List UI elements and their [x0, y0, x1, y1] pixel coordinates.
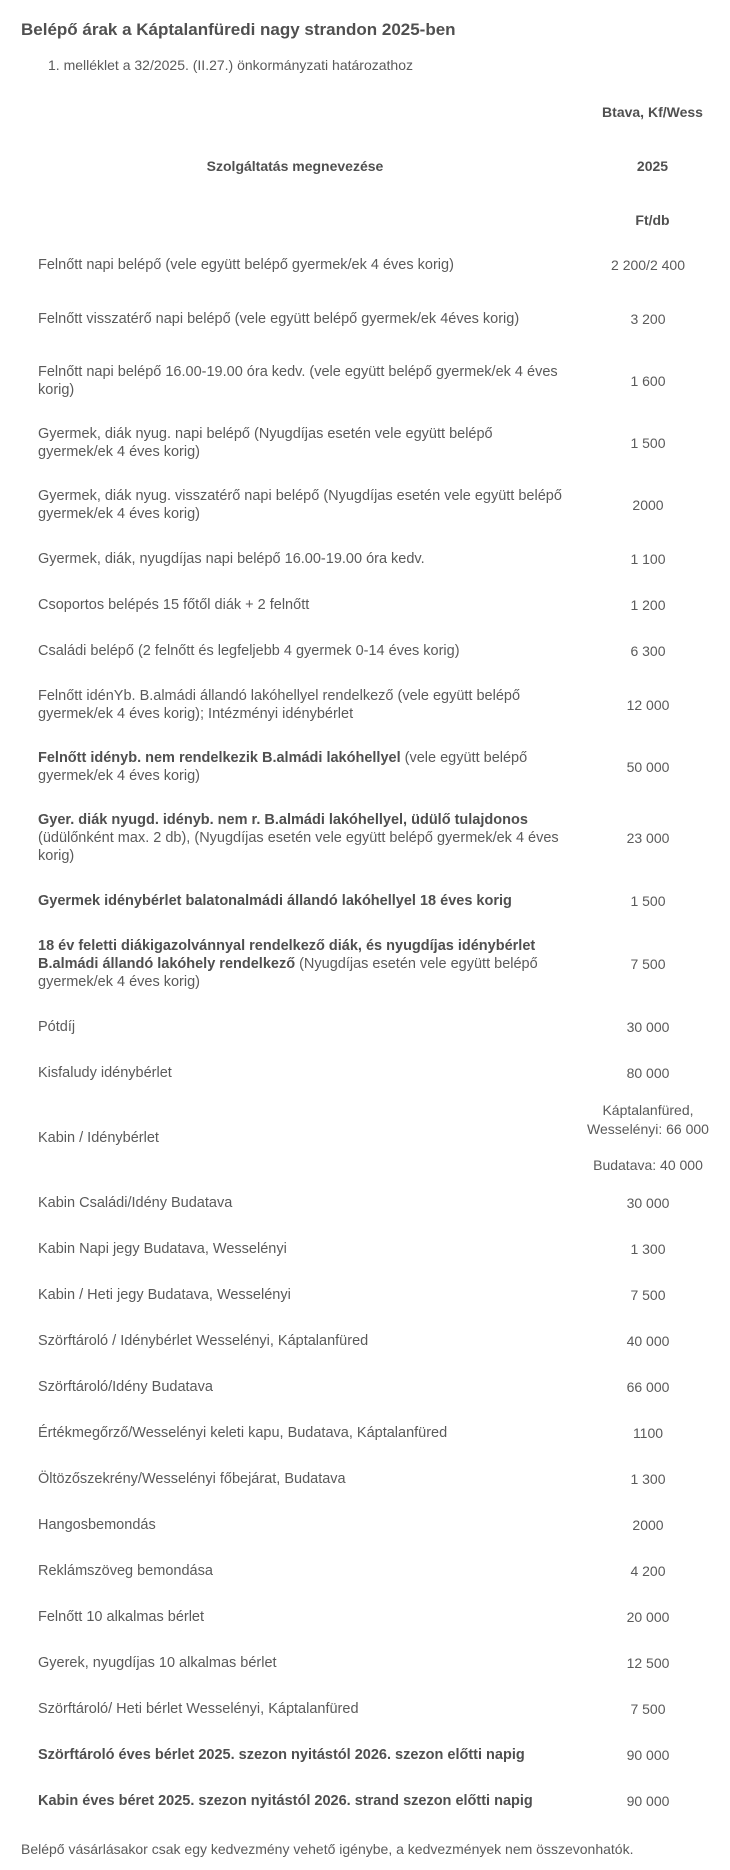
- service-name-cell: [28, 1502, 574, 1548]
- price-line: Wesselényi: 66 000: [587, 1121, 709, 1137]
- service-name-text: Felnőtt napi belépő 16.00-19.00 óra kedv. (vele együtt belépő gyermek/ek 4 éves korig): [38, 364, 558, 398]
- price-cell: 12 000: [626, 696, 670, 713]
- service-name-text: Csoportos belépés 15 főtől diák + 2 felnőtt: [38, 597, 310, 613]
- price-cell: 4 200: [630, 1562, 666, 1579]
- service-name-text: Kabin / Idénybérlet: [38, 1130, 159, 1146]
- price-cell: 20 000: [626, 1608, 670, 1625]
- table-row: [28, 1180, 722, 1226]
- page-title: Belépő árak a Káptalanfüredi nagy strandon 2025-ben: [21, 20, 456, 39]
- table-row: [28, 582, 722, 628]
- service-name-cell: [28, 412, 574, 474]
- service-name-text: (vele együtt belépő gyermek/ek 4 éves korig): [38, 750, 528, 784]
- price-cell: [574, 1096, 722, 1180]
- service-name-cell: [28, 1778, 574, 1824]
- table-row: [28, 350, 722, 412]
- price-cell: 1 300: [630, 1470, 666, 1487]
- service-name-text: Gyermek, diák nyug. visszatérő napi belépő (Nyugdíjas esetén vele együtt belépő gyermek/ek 4 éves korig): [38, 488, 562, 522]
- service-name-cell: [28, 736, 574, 798]
- price-cell: 50 000: [626, 758, 670, 775]
- price-cell: 1 200: [630, 596, 666, 613]
- service-name-text: Gyerek, nyugdíjas 10 alkalmas bérlet: [38, 1655, 277, 1671]
- header-locations: Btava, Kf/Wess: [602, 104, 703, 120]
- service-name-cell: [28, 582, 574, 628]
- service-name-cell: [28, 1548, 574, 1594]
- table-row: [28, 1778, 722, 1824]
- table-row: [28, 1096, 722, 1180]
- service-name-text: Gyermek, diák, nyugdíjas napi belépő 16.00-19.00 óra kedv.: [38, 551, 425, 567]
- price-cell: 7 500: [630, 1700, 666, 1717]
- service-name-text: Szörftároló / Idénybérlet Wesselényi, Káptalanfüred: [38, 1333, 369, 1349]
- price-line: Budatava: 40 000: [593, 1157, 703, 1173]
- price-cell: 2 200/2 400: [611, 256, 685, 273]
- header-unit: Ft/db: [635, 212, 670, 228]
- service-name-cell: [28, 1318, 574, 1364]
- service-name-text: Reklámszöveg bemondása: [38, 1563, 213, 1579]
- table-row: [28, 628, 722, 674]
- table-row: [28, 1004, 722, 1050]
- header-service-name: Szolgáltatás megnevezése: [206, 158, 384, 174]
- service-name-cell: [28, 1050, 574, 1096]
- price-cell: 2000: [632, 1516, 664, 1533]
- service-name-bold: Kabin éves béret 2025. szezon nyitástól 2026. strand szezon előtti napig: [38, 1793, 533, 1809]
- service-name-cell: [28, 1272, 574, 1318]
- service-name-cell: [28, 798, 574, 878]
- service-name-text: Kabin / Heti jegy Budatava, Wesselényi: [38, 1287, 291, 1303]
- price-cell: 1 100: [630, 550, 666, 567]
- price-cell: 40 000: [626, 1332, 670, 1349]
- price-cell: 1 500: [630, 434, 666, 451]
- service-name-cell: [28, 1096, 574, 1180]
- service-name-text: Gyermek, diák nyug. napi belépő (Nyugdíjas esetén vele együtt belépő gyermek/ek 4 éves korig): [38, 426, 493, 460]
- service-name-bold: Gyer. diák nyugd. idényb. nem r. B.almádi lakóhellyel, üdülő tulajdonos: [38, 812, 528, 828]
- price-cell: 66 000: [626, 1378, 670, 1395]
- service-name-text: Pótdíj: [38, 1019, 76, 1035]
- service-name-text: (Nyugdíjas esetén vele együtt belépő gyermek/ek 4 éves korig): [38, 956, 538, 990]
- table-row: [28, 474, 722, 536]
- service-name-text: Szörftároló/Idény Budatava: [38, 1379, 213, 1395]
- price-table: [28, 242, 722, 1824]
- footnote: Belépő vásárlásakor csak egy kedvezmény vehető igénybe, a kedvezmények nem összevonhatók.: [21, 1841, 634, 1857]
- table-row: [28, 1686, 722, 1732]
- price-cell: 7 500: [630, 955, 666, 972]
- header-year: 2025: [636, 158, 669, 174]
- price-cell: 90 000: [626, 1746, 670, 1763]
- price-cell: 2000: [632, 496, 664, 513]
- service-name-cell: [28, 924, 574, 1004]
- table-row: [28, 1548, 722, 1594]
- price-cell: 7 500: [630, 1286, 666, 1303]
- service-name-cell: [28, 242, 574, 288]
- price-cell: 30 000: [626, 1194, 670, 1211]
- price-cell: 1 300: [630, 1240, 666, 1257]
- service-name-cell: [28, 1004, 574, 1050]
- price-table-body: [28, 242, 722, 1824]
- service-name-text: Kabin Napi jegy Budatava, Wesselényi: [38, 1241, 287, 1257]
- table-row: [28, 1364, 722, 1410]
- service-name-text: Öltözőszekrény/Wesselényi főbejárat, Budatava: [38, 1471, 346, 1487]
- service-name-bold: 18 év feletti diákigazolvánnyal rendelkező diák, és nyugdíjas idénybérlet B.almádi állandó lakóhely rendelkező: [38, 938, 536, 972]
- table-row: [28, 1456, 722, 1502]
- service-name-text: Családi belépő (2 felnőtt és legfeljebb 4 gyermek 0-14 éves korig): [38, 643, 460, 659]
- service-name-text: (üdülőnként max. 2 db), (Nyugdíjas esetén vele együtt belépő gyermek/ek 4 éves korig): [38, 830, 559, 864]
- service-name-cell: [28, 1180, 574, 1226]
- service-name-cell: [28, 1640, 574, 1686]
- price-cell: 1 600: [630, 372, 666, 389]
- service-name-cell: [28, 1732, 574, 1778]
- service-name-bold: Szörftároló éves bérlet 2025. szezon nyitástól 2026. szezon előtti napig: [38, 1747, 525, 1763]
- price-cell: 80 000: [626, 1064, 670, 1081]
- service-name-text: Felnőtt idénYb. B.almádi állandó lakóhellyel rendelkező (vele együtt belépő gyermek/ek 4 éves korig); Intézményi idénybérlet: [38, 688, 521, 722]
- service-name-cell: [28, 1456, 574, 1502]
- service-name-text: Értékmegőrző/Wesselényi keleti kapu, Budatava, Káptalanfüred: [38, 1425, 448, 1441]
- service-name-cell: [28, 628, 574, 674]
- service-name-text: Felnőtt napi belépő (vele együtt belépő gyermek/ek 4 éves korig): [38, 257, 454, 273]
- table-row: [28, 878, 722, 924]
- service-name-cell: [28, 1410, 574, 1456]
- page-subtitle: 1. melléklet a 32/2025. (II.27.) önkormányzati határozathoz: [48, 57, 413, 73]
- price-cell: 6 300: [630, 642, 666, 659]
- service-name-text: Kabin Családi/Idény Budatava: [38, 1195, 233, 1211]
- service-name-text: Kisfaludy idénybérlet: [38, 1065, 172, 1081]
- table-row: [28, 736, 722, 798]
- service-name-text: Szörftároló/ Heti bérlet Wesselényi, Káptalanfüred: [38, 1701, 359, 1717]
- table-row: [28, 242, 722, 288]
- service-name-cell: [28, 1364, 574, 1410]
- service-name-cell: [28, 1226, 574, 1272]
- price-cell: 12 500: [626, 1654, 670, 1671]
- table-row: [28, 1594, 722, 1640]
- table-row: [28, 1318, 722, 1364]
- price-cell: 3 200: [630, 310, 666, 327]
- service-name-text: Felnőtt visszatérő napi belépő (vele együtt belépő gyermek/ek 4éves korig): [38, 311, 520, 327]
- service-name-cell: [28, 674, 574, 736]
- price-cell: 1100: [632, 1424, 664, 1441]
- service-name-text: Hangosbemondás: [38, 1517, 156, 1533]
- service-name-cell: [28, 536, 574, 582]
- price-cell: 90 000: [626, 1792, 670, 1809]
- table-row: [28, 1226, 722, 1272]
- service-name-cell: [28, 350, 574, 412]
- table-row: [28, 1050, 722, 1096]
- service-name-cell: [28, 1594, 574, 1640]
- price-cell: 23 000: [626, 829, 670, 846]
- price-line: Káptalanfüred,: [602, 1102, 694, 1118]
- service-name-cell: [28, 1686, 574, 1732]
- table-row: [28, 674, 722, 736]
- price-cell: 1 500: [630, 892, 666, 909]
- service-name-cell: [28, 288, 574, 350]
- service-name-bold: Gyermek idénybérlet balatonalmádi állandó lakóhellyel 18 éves korig: [38, 893, 512, 909]
- table-row: [28, 798, 722, 878]
- service-name-cell: [28, 474, 574, 536]
- table-row: [28, 536, 722, 582]
- price-cell: 30 000: [626, 1018, 670, 1035]
- service-name-text: Felnőtt 10 alkalmas bérlet: [38, 1609, 205, 1625]
- table-row: [28, 1410, 722, 1456]
- table-row: [28, 1502, 722, 1548]
- service-name-cell: [28, 878, 574, 924]
- table-row: [28, 1640, 722, 1686]
- service-name-bold: Felnőtt idényb. nem rendelkezik B.almádi lakóhellyel: [38, 750, 401, 766]
- table-row: [28, 412, 722, 474]
- table-row: [28, 288, 722, 350]
- table-row: [28, 1272, 722, 1318]
- table-row: [28, 924, 722, 1004]
- table-row: [28, 1732, 722, 1778]
